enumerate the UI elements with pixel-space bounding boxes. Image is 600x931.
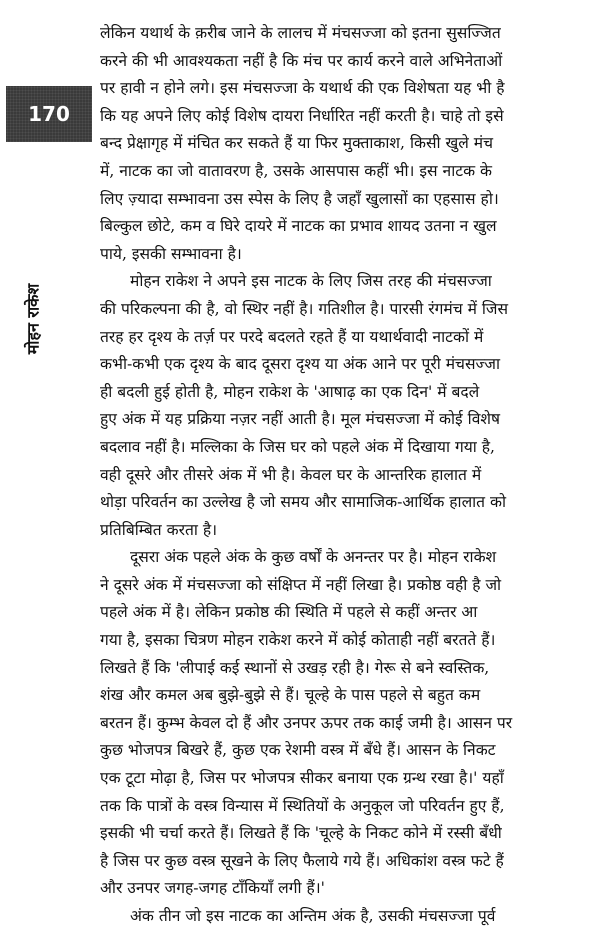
text-line: लिए ज़्यादा सम्भावना उस स्पेस के लिए है जहाँ खुलासों का एहसास हो।: [100, 189, 499, 208]
text-line: की परिकल्पना की है, वो स्थिर नहीं है। गतिशील है। पारसी रंगमंच में जिस: [100, 299, 509, 318]
text-line: वही दूसरे और तीसरे अंक में भी है। केवल घर के आन्तरिक हालात में: [100, 465, 482, 484]
text-line: बदलाव नहीं है। मल्लिका के जिस घर को पहले अंक में दिखाया गया है,: [100, 437, 496, 456]
text-line: में, नाटक का जो वातावरण है, उसके आसपास कहीं भी। इस नाटक के: [100, 161, 492, 180]
text-line: बरतन हैं। कुम्भ केवल दो हैं और उनपर ऊपर तक काई जमी है। आसन पर: [100, 713, 513, 732]
text-line: कुछ भोजपत्र बिखरे हैं, कुछ एक रेशमी वस्त्र में बँधे हैं। आसन के निकट: [100, 741, 496, 760]
text-line: पहले अंक में है। लेकिन प्रकोष्ठ की स्थिति में पहले से कहीं अन्तर आ: [100, 603, 478, 622]
paragraph: [100, 268, 584, 544]
page-number-badge: [6, 86, 92, 142]
text-line: कभी-कभी एक दृश्य के बाद दूसरा दृश्य या अंक आने पर पूरी मंचसज्जा: [100, 355, 501, 374]
running-title-text: मोहन राकेश: [23, 283, 43, 355]
running-title: [12, 264, 52, 374]
text-line: एक टूटा मोढ़ा है, जिस पर भोजपत्र सीकर बनाया एक ग्रन्थ रखा है।' यहाँ: [100, 769, 504, 788]
text-line: लिखते हैं कि 'लीपाई कई स्थानों से उखड़ रही है। गेरू से बने स्वस्तिक,: [100, 658, 490, 677]
text-line: हुए अंक में यह प्रक्रिया नज़र नहीं आती है। मूल मंचसज्जा में कोई विशेष: [100, 410, 501, 429]
text-line: पर हावी न होने लगे। इस मंचसज्जा के यथार्थ की एक विशेषता यह भी है: [100, 79, 505, 98]
text-line: बन्द प्रेक्षागृह में मंचित कर सकते हैं या फिर मुक्ताकाश, किसी खुले मंच: [100, 134, 494, 153]
text-line: ने दूसरे अंक में मंचसज्जा को संक्षिप्त में नहीं लिखा है। प्रकोष्ठ वही है जो: [100, 575, 502, 594]
text-line: करने की भी आवश्यकता नहीं है कि मंच पर कार्य करने वाले अभिनेताओं: [100, 51, 503, 70]
text-line: और उनपर जगह-जगह टाँकियाँ लगी हैं।': [100, 879, 325, 898]
text-line: शंख और कमल अब बुझे-बुझे से हैं। चूल्हे के पास पहले से बहुत कम: [100, 686, 481, 705]
text-line: तक कि पात्रों के वस्त्र विन्यास में स्थितियों के अनुकूल जो परिवर्तन हुए हैं,: [100, 796, 505, 815]
page-number: 170: [28, 102, 70, 126]
text-line: मोहन राकेश ने अपने इस नाटक के लिए जिस तरह की मंचसज्जा: [130, 272, 492, 291]
text-line: लेकिन यथार्थ के क़रीब जाने के लालच में मंचसज्जा को इतना सुसज्जित: [100, 24, 501, 42]
text-line: तरह हर दृश्य के तर्ज़ पर परदे बदलते रहते हैं या यथार्थवादी नाटकों में: [100, 327, 484, 346]
text-line: है जिस पर कुछ वस्त्र सूखने के लिए फैलाये गये हैं। अधिकांश वस्त्र फटे हैं: [100, 851, 504, 870]
text-line: प्रतिबिम्बित करता है।: [100, 520, 218, 539]
paragraph: [100, 903, 584, 931]
text-line: इसकी भी चर्चा करते हैं। लिखते हैं कि 'चूल्हे के निकट कोने में रस्सी बँधी: [100, 824, 502, 843]
text-line: थोड़ा परिवर्तन का उल्लेख है जो समय और सामाजिक-आर्थिक हालात को: [100, 493, 507, 512]
text-line: अंक तीन जो इस नाटक का अन्तिम अंक है, उसकी मंचसज्जा पूर्व: [130, 907, 496, 925]
text-line: ही बदली हुई होती है, मोहन राकेश के 'आषाढ़ का एक दिन' में बदले: [100, 382, 480, 401]
body-text: [100, 20, 584, 931]
paragraph: [100, 544, 584, 903]
text-line: बिल्कुल छोटे, कम व घिरे दायरे में नाटक का प्रभाव शायद उतना न खुल: [100, 217, 497, 236]
paragraph: [100, 20, 584, 268]
text-line: पाये, इसकी सम्भावना है।: [100, 244, 242, 263]
text-line: कि यह अपने लिए कोई विशेष दायरा निर्धारित नहीं करती है। चाहे तो इसे: [100, 106, 504, 125]
text-line: गया है, इसका चित्रण मोहन राकेश करने में कोई कोताही नहीं बरतते हैं।: [100, 631, 496, 650]
text-line: दूसरा अंक पहले अंक के कुछ वर्षों के अनन्तर पर है। मोहन राकेश: [130, 548, 497, 567]
